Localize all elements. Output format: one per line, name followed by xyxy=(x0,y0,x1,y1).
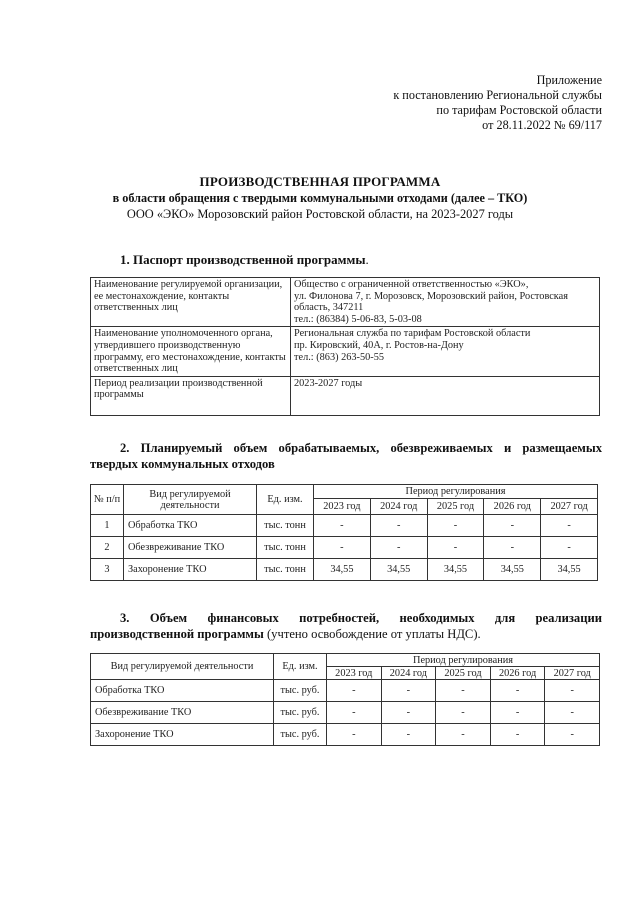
cell-num: 1 xyxy=(91,515,124,537)
section2-heading-line: твердых коммунальных отходов xyxy=(90,457,275,471)
col-header-num: № п/п xyxy=(91,485,124,515)
title-line: ООО «ЭКО» Морозовский район Ростовской области, на 2023-2027 годы xyxy=(126,207,514,221)
col-header-year: 2025 год xyxy=(436,667,491,680)
document-title xyxy=(0,174,640,222)
table-row xyxy=(91,680,600,702)
section3-heading-line: 3. Объем финансовых потребностей, необходимых для реализации xyxy=(120,611,602,625)
finance-table xyxy=(90,653,600,746)
appendix-line: Приложение xyxy=(536,73,602,87)
table-row xyxy=(91,724,600,746)
cell-value: - xyxy=(436,680,491,702)
cell-unit: тыс. тонн xyxy=(257,559,314,581)
cell-activity: Обработка ТКО xyxy=(91,680,274,702)
appendix-line: от 28.11.2022 № 69/117 xyxy=(482,118,602,132)
cell-value: - xyxy=(314,515,371,537)
passport-value-line: тел.: (86384) 5-06-83, 5-03-08 xyxy=(294,313,422,325)
cell-value: - xyxy=(327,680,382,702)
section3-heading xyxy=(90,610,602,642)
cell-value: - xyxy=(327,702,382,724)
table-row xyxy=(91,559,598,581)
passport-value xyxy=(291,278,600,327)
table-header-row xyxy=(91,485,598,499)
title-line: в области обращения с твердыми коммунальными отходами (далее – ТКО) xyxy=(112,191,528,205)
appendix-line: по тарифам Ростовской области xyxy=(436,103,602,117)
table-header-row xyxy=(91,654,600,667)
cell-unit: тыс. руб. xyxy=(274,724,327,746)
section3-heading-line xyxy=(90,626,602,642)
col-header-year: 2027 год xyxy=(541,499,598,515)
cell-value: 34,55 xyxy=(427,559,484,581)
cell-value: 34,55 xyxy=(541,559,598,581)
cell-value: - xyxy=(545,702,600,724)
cell-activity: Обработка ТКО xyxy=(124,515,257,537)
cell-unit: тыс. руб. xyxy=(274,702,327,724)
cell-value: - xyxy=(370,537,427,559)
passport-value xyxy=(291,376,600,415)
cell-value: - xyxy=(370,515,427,537)
passport-value xyxy=(291,327,600,376)
table-row xyxy=(91,327,600,376)
title-line: ПРОИЗВОДСТВЕННАЯ ПРОГРАММА xyxy=(199,174,441,189)
cell-value: - xyxy=(381,680,436,702)
cell-value: - xyxy=(381,724,436,746)
col-header-year: 2023 год xyxy=(314,499,371,515)
col-header-year: 2025 год xyxy=(427,499,484,515)
col-header-type: Вид регулируемой деятельности xyxy=(124,485,257,515)
passport-table xyxy=(90,277,600,416)
cell-value: - xyxy=(490,702,545,724)
cell-value: 34,55 xyxy=(314,559,371,581)
cell-value: - xyxy=(436,702,491,724)
table-row xyxy=(91,702,600,724)
passport-label: Наименование регулируемой организации, ее местонахождение, контакты ответственных лиц xyxy=(91,278,291,327)
cell-value: - xyxy=(436,724,491,746)
cell-value: - xyxy=(541,537,598,559)
col-header-year: 2023 год xyxy=(327,667,382,680)
appendix-block xyxy=(393,73,602,133)
col-header-year: 2027 год xyxy=(545,667,600,680)
cell-value: - xyxy=(545,724,600,746)
col-header-year: 2026 год xyxy=(490,667,545,680)
cell-value: - xyxy=(427,515,484,537)
col-header-period: Период регулирования xyxy=(327,654,600,667)
col-header-year: 2024 год xyxy=(381,667,436,680)
passport-value-line: ул. Филонова 7, г. Морозовск, Морозовский район, Ростовская область, 347211 xyxy=(294,290,568,314)
passport-value-line: Общество с ограниченной ответственностью «ЭКО», xyxy=(294,279,529,290)
table-row xyxy=(91,376,600,415)
cell-value: - xyxy=(327,724,382,746)
passport-value-line: пр. Кировский, 40А, г. Ростов-на-Дону xyxy=(294,339,464,351)
table-row xyxy=(91,515,598,537)
section1-heading xyxy=(120,252,369,268)
col-header-type: Вид регулируемой деятельности xyxy=(91,654,274,680)
cell-value: - xyxy=(545,680,600,702)
appendix-line: к постановлению Региональной службы xyxy=(393,88,602,102)
cell-value: 34,55 xyxy=(370,559,427,581)
cell-activity: Обезвреживание ТКО xyxy=(91,702,274,724)
cell-activity: Захоронение ТКО xyxy=(91,724,274,746)
col-header-year: 2026 год xyxy=(484,499,541,515)
cell-value: - xyxy=(314,537,371,559)
cell-value: - xyxy=(541,515,598,537)
passport-label: Период реализации производственной программы xyxy=(91,376,291,415)
col-header-period: Период регулирования xyxy=(314,485,598,499)
cell-value: - xyxy=(427,537,484,559)
passport-label: Наименование уполномоченного органа, утвердившего производственную программу, его местонахождение, контакты ответственных лиц xyxy=(91,327,291,376)
cell-value: - xyxy=(490,724,545,746)
col-header-year: 2024 год xyxy=(370,499,427,515)
cell-value: - xyxy=(490,680,545,702)
section1-heading-end: . xyxy=(365,252,369,267)
table-row xyxy=(91,537,598,559)
cell-activity: Захоронение ТКО xyxy=(124,559,257,581)
section3-heading-normal: (учтено освобождение от уплаты НДС). xyxy=(263,627,481,641)
cell-value: - xyxy=(484,515,541,537)
cell-num: 2 xyxy=(91,537,124,559)
passport-value-line: 2023-2027 годы xyxy=(294,377,363,389)
cell-value: - xyxy=(484,537,541,559)
cell-value: - xyxy=(381,702,436,724)
passport-value-line: тел.: (863) 263-50-55 xyxy=(294,351,384,363)
section2-heading-line: 2. Планируемый объем обрабатываемых, обезвреживаемых и размещаемых xyxy=(120,441,602,455)
section2-heading xyxy=(90,440,602,472)
cell-num: 3 xyxy=(91,559,124,581)
cell-activity: Обезвреживание ТКО xyxy=(124,537,257,559)
cell-unit: тыс. тонн xyxy=(257,515,314,537)
table-row xyxy=(91,278,600,327)
volume-table xyxy=(90,484,598,581)
col-header-unit: Ед. изм. xyxy=(274,654,327,680)
col-header-unit: Ед. изм. xyxy=(257,485,314,515)
cell-unit: тыс. тонн xyxy=(257,537,314,559)
cell-unit: тыс. руб. xyxy=(274,680,327,702)
section3-heading-bold: производственной программы xyxy=(90,627,264,641)
passport-value-line: Региональная служба по тарифам Ростовской области xyxy=(294,328,531,340)
cell-value: 34,55 xyxy=(484,559,541,581)
section1-heading-text: 1. Паспорт производственной программы xyxy=(120,252,366,267)
